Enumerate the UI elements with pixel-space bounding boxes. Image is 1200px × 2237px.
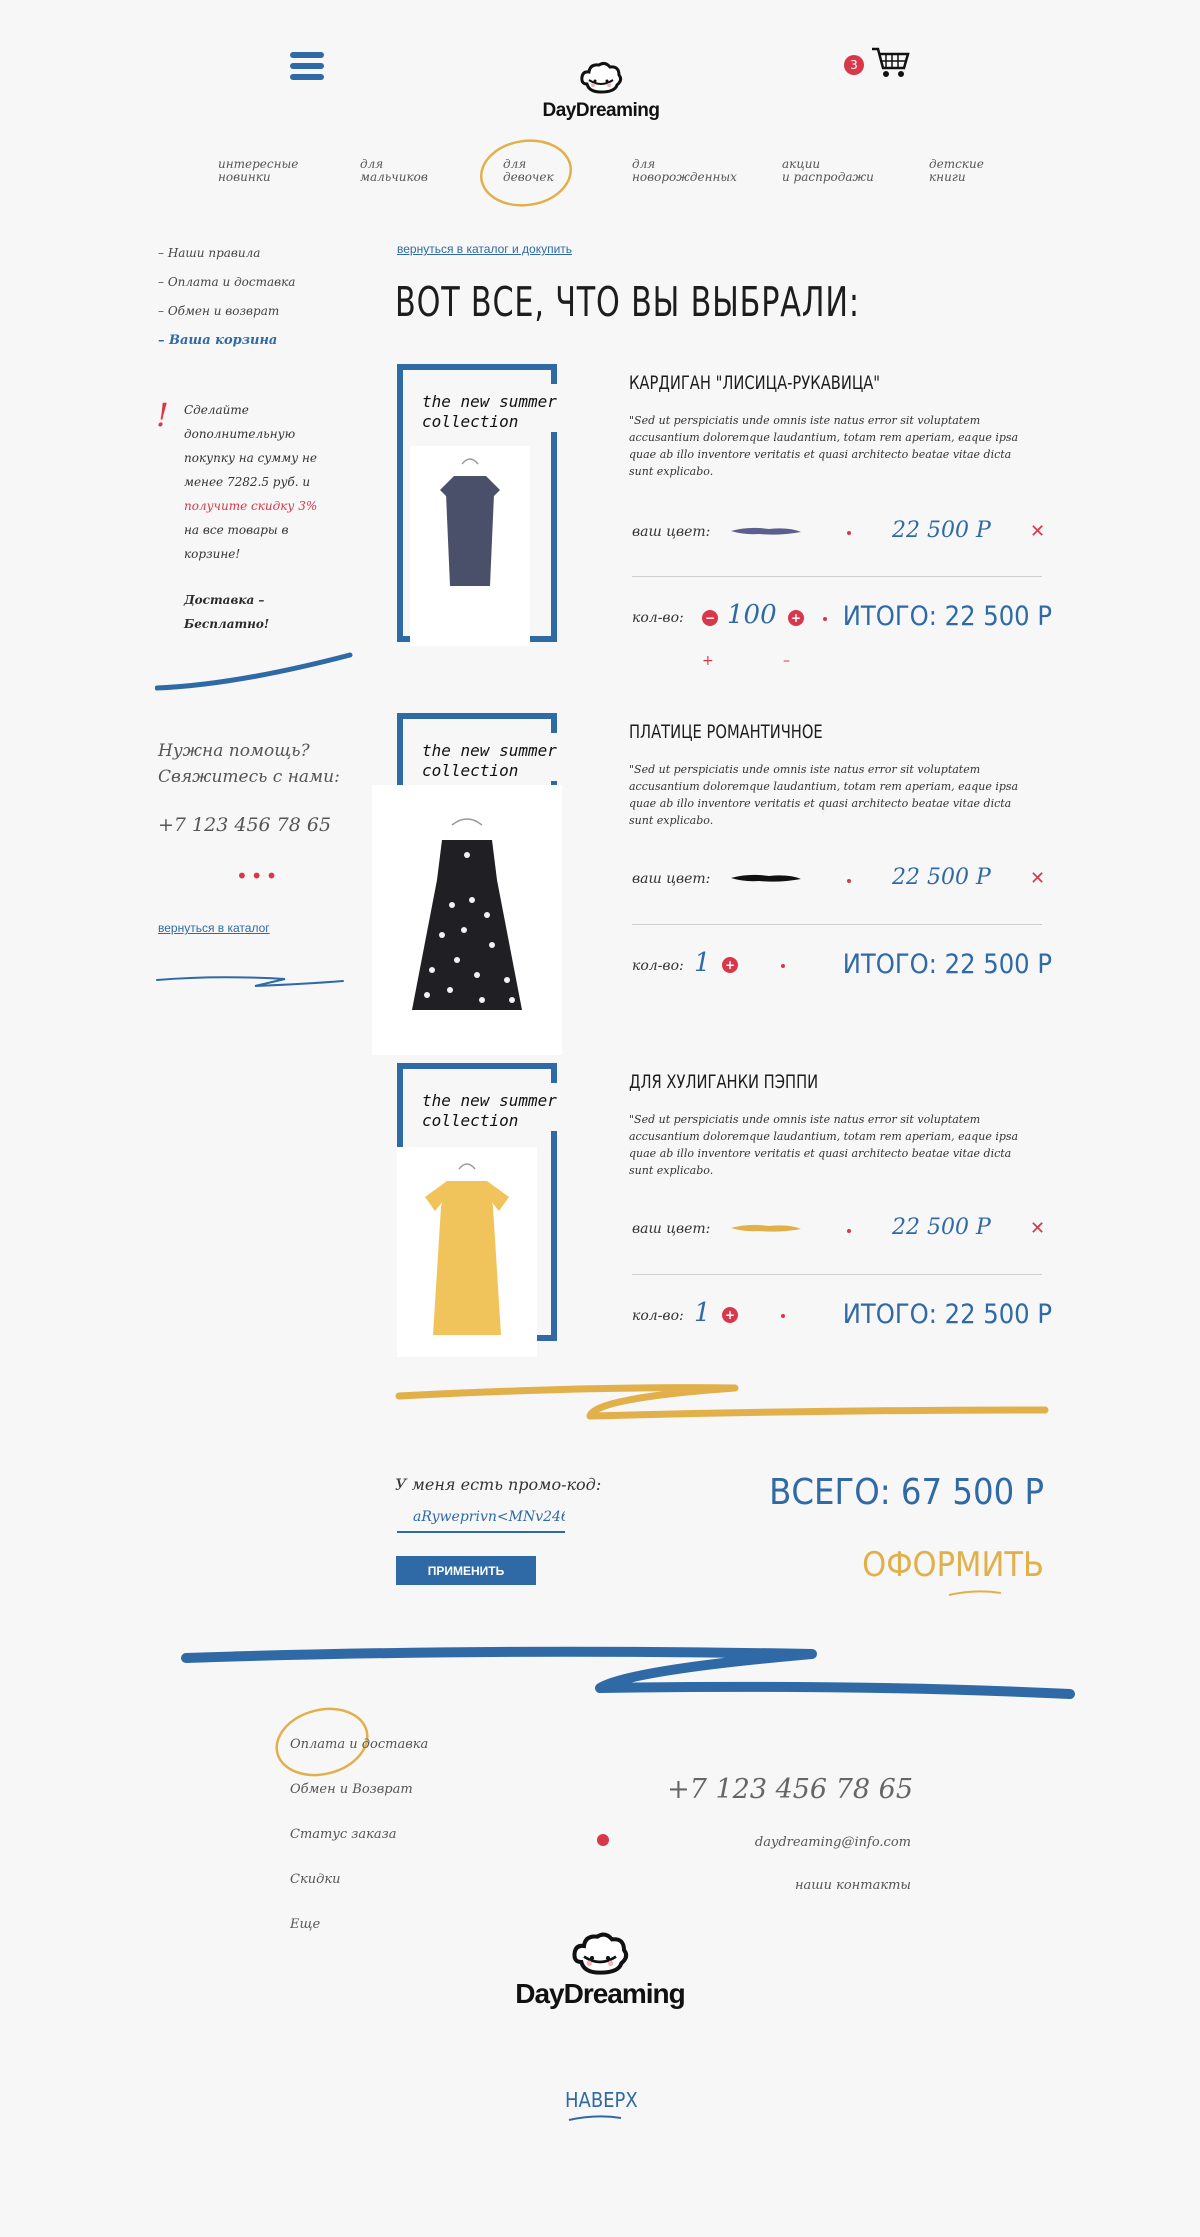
sidebar-item-cart[interactable]: – Ваша корзина	[158, 333, 278, 348]
collection-label: the new summer collection	[422, 392, 563, 432]
qty-hint-minus: –	[783, 653, 790, 669]
logo[interactable]	[536, 60, 666, 122]
page-title: ВОТ ВСЕ, ЧТО ВЫ ВЫБРАЛИ:	[395, 278, 860, 326]
qty-value[interactable]: 1	[694, 948, 711, 978]
qty-hint-plus: +	[702, 653, 714, 669]
separator-dot	[847, 879, 851, 883]
separator-dot	[847, 531, 851, 535]
promo-note	[184, 398, 324, 566]
qty-decrement-button[interactable]: −	[702, 610, 718, 626]
delivery-note: Доставка – Бесплатно!	[184, 593, 270, 631]
checkout-button[interactable]: ОФОРМИТЬ	[862, 1545, 1044, 1585]
footer-link-returns[interactable]: Обмен и Возврат	[290, 1782, 413, 1797]
cloud-face-icon	[579, 60, 623, 96]
sidebar-item-returns[interactable]: – Обмен и возврат	[158, 304, 280, 318]
exclamation-icon: !	[156, 396, 169, 434]
blue-line-stroke	[155, 970, 345, 995]
product-price: 22 500 Р	[892, 518, 991, 543]
promo-note-discount: получите скидку 3%	[184, 499, 318, 513]
nav-item-books[interactable]: детские книги	[929, 157, 984, 184]
blue-brush-stroke	[155, 650, 355, 695]
yellow-brush-stroke	[395, 1378, 1055, 1438]
color-label: ваш цвет:	[632, 871, 711, 887]
item-total: ИТОГО: 22 500 Р	[842, 949, 1052, 980]
menu-icon[interactable]	[290, 52, 324, 80]
nav-item-new[interactable]: интересные новинки	[218, 157, 299, 184]
footer-phone: +7 123 456 78 65	[667, 1774, 913, 1805]
qty-increment-button[interactable]: +	[722, 1307, 738, 1323]
top-navigation	[210, 158, 1010, 198]
apply-promo-button[interactable]: ПРИМЕНИТЬ	[396, 1556, 536, 1585]
dress-shape	[446, 476, 494, 586]
separator-dot	[823, 617, 827, 621]
footer-link-order-status[interactable]: Статус заказа	[290, 1827, 397, 1842]
nav-item-newborns[interactable]: для новорожденных	[632, 157, 737, 184]
remove-item-button[interactable]: ✕	[1030, 1218, 1046, 1239]
dots-decoration: •••	[236, 864, 281, 888]
back-to-top-link[interactable]: НАВЕРХ	[565, 2088, 638, 2112]
promo-code-input[interactable]	[397, 1503, 565, 1533]
item-total: ИТОГО: 22 500 Р	[842, 601, 1052, 632]
color-swatch[interactable]	[729, 871, 803, 885]
promo-note-text: Сделайте дополнительную покупку на сумму не менее 7282.5 руб. и	[184, 403, 317, 489]
brand-name: DayDreaming	[542, 100, 660, 121]
divider	[632, 576, 1042, 577]
cart-item	[372, 1063, 1052, 1363]
footer-red-dot	[597, 1834, 609, 1846]
nav-item-sales[interactable]: акции и распродажи	[782, 157, 874, 184]
grand-total: ВСЕГО: 67 500 Р	[769, 1472, 1044, 1513]
footer-link-more[interactable]: Еще	[290, 1917, 321, 1932]
footer-brand-name: DayDreaming	[515, 1978, 685, 2009]
back-to-catalog-and-buy-link[interactable]: вернуться в каталог и докупить	[397, 242, 573, 256]
cart[interactable]	[844, 46, 914, 82]
checkout-underline	[946, 1587, 1006, 1599]
help-heading: Нужна помощь? Свяжитесь с нами:	[158, 741, 340, 787]
promo-note-text-end: на все товары в корзине!	[184, 523, 289, 561]
qty-label: кол-во:	[632, 610, 684, 626]
footer-link-payment[interactable]: Оплата и доставка	[290, 1737, 429, 1752]
product-price: 22 500 Р	[892, 865, 991, 890]
sidebar-item-rules[interactable]: – Наши правила	[158, 246, 261, 260]
cart-item	[372, 364, 1052, 669]
color-swatch[interactable]	[729, 524, 803, 538]
collection-label: the new summer collection	[422, 741, 563, 781]
remove-item-button[interactable]: ✕	[1030, 868, 1046, 889]
product-name[interactable]: КАРДИГАН "ЛИСИЦА-РУКАВИЦА"	[629, 372, 881, 394]
qty-label: кол-во:	[632, 1308, 684, 1324]
footer-logo[interactable]	[510, 1930, 690, 2010]
product-image	[410, 446, 530, 646]
product-image	[397, 1147, 537, 1357]
remove-item-button[interactable]: ✕	[1030, 521, 1046, 542]
footer-contacts-link[interactable]: наши контакты	[794, 1878, 911, 1893]
product-name[interactable]: ДЛЯ ХУЛИГАНКИ ПЭППИ	[629, 1071, 819, 1093]
divider	[632, 1274, 1042, 1275]
product-description: "Sed ut perspiciatis unde omnis iste natus error sit voluptatem accusantium doloremque laudantium, totam rem aperiam, eaque ipsa quae ab illo inventore veritatis et quasi architecto beatae vitae dicta sunt explicabo.	[629, 414, 1019, 478]
sidebar-item-payment[interactable]: – Оплата и доставка	[158, 275, 296, 289]
separator-dot	[781, 964, 785, 968]
product-image	[372, 785, 562, 1055]
nav-item-boys[interactable]: для мальчиков	[360, 157, 428, 184]
collection-label: the new summer collection	[422, 1091, 563, 1131]
qty-increment-button[interactable]: +	[788, 610, 804, 626]
color-label: ваш цвет:	[632, 524, 711, 540]
qty-label: кол-во:	[632, 958, 684, 974]
sidebar-phone: +7 123 456 78 65	[158, 814, 332, 836]
cloud-face-icon	[570, 1930, 630, 1978]
item-total: ИТОГО: 22 500 Р	[842, 1299, 1052, 1330]
cart-count-badge: 3	[844, 55, 864, 75]
back-to-top-underline	[566, 2112, 626, 2124]
footer-links	[290, 1737, 428, 1962]
color-label: ваш цвет:	[632, 1221, 711, 1237]
footer-link-discounts[interactable]: Скидки	[290, 1872, 341, 1887]
divider	[632, 924, 1042, 925]
dress-shape	[412, 840, 522, 1010]
footer-email[interactable]: daydreaming@info.com	[754, 1835, 911, 1850]
cart-item	[372, 713, 1052, 1013]
qty-value[interactable]: 100	[727, 600, 777, 630]
qty-increment-button[interactable]: +	[722, 957, 738, 973]
product-description: "Sed ut perspiciatis unde omnis iste natus error sit voluptatem accusantium doloremque laudantium, totam rem aperiam, eaque ipsa quae ab illo inventore veritatis et quasi architecto beatae vitae dicta sunt explicabo.	[629, 1113, 1019, 1177]
promo-code-label: У меня есть промо-код:	[395, 1475, 602, 1494]
cart-icon	[870, 46, 912, 80]
back-to-catalog-link[interactable]: вернуться в каталог	[158, 921, 270, 935]
qty-value[interactable]: 1	[694, 1298, 711, 1328]
sidebar-links	[158, 246, 295, 363]
separator-dot	[781, 1314, 785, 1318]
product-name[interactable]: ПЛАТИЦЕ РОМАНТИЧНОЕ	[629, 721, 823, 743]
dress-shape	[433, 1181, 501, 1335]
nav-item-girls[interactable]: для девочек	[503, 157, 554, 184]
product-price: 22 500 Р	[892, 1215, 991, 1240]
product-description: "Sed ut perspiciatis unde omnis iste natus error sit voluptatem accusantium doloremque laudantium, totam rem aperiam, eaque ipsa quae ab illo inventore veritatis et quasi architecto beatae vitae dicta sunt explicabo.	[629, 763, 1019, 827]
separator-dot	[847, 1229, 851, 1233]
color-swatch[interactable]	[729, 1221, 803, 1235]
